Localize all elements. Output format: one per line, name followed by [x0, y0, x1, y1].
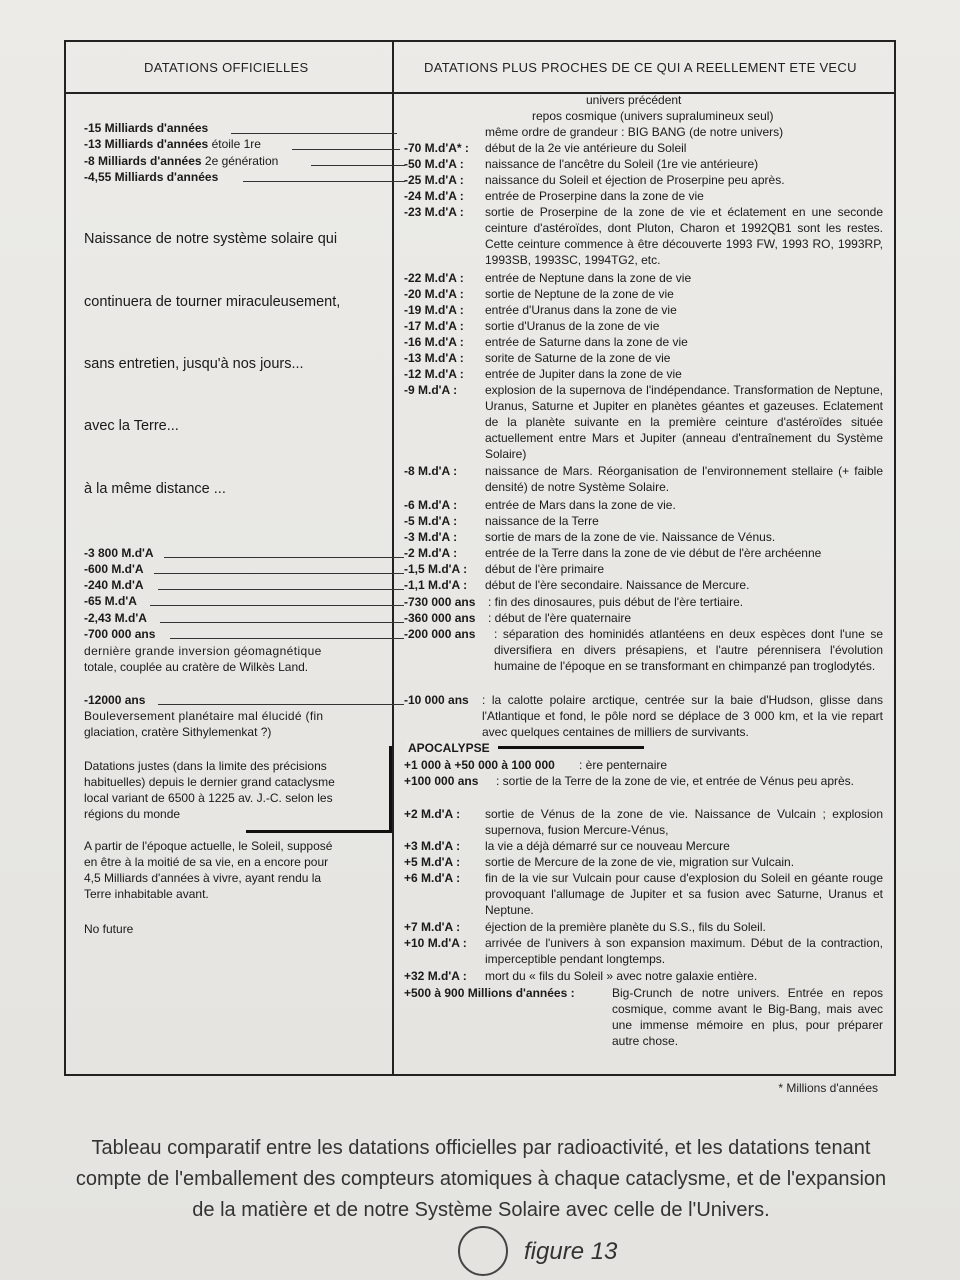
- connector-line: [231, 133, 397, 134]
- no-future-text: No future: [84, 922, 134, 936]
- connector-line: [243, 181, 405, 182]
- cosmic-rest-text: repos cosmique (univers supralumineux seul): [532, 109, 774, 123]
- connector-line: [150, 605, 404, 606]
- connector-line: [154, 573, 404, 574]
- official-date-3800: -3 800 M.d'A: [84, 546, 154, 560]
- official-date-700000: -700 000 ans: [84, 627, 156, 641]
- solar-system-text-1: Naissance de notre système solaire qui: [84, 231, 338, 247]
- connector-line: [158, 589, 404, 590]
- figure-label: figure 13: [524, 1238, 618, 1265]
- official-date-600: -600 M.d'A: [84, 562, 144, 576]
- official-date-2-43: -2,43 M.d'A: [84, 611, 147, 625]
- solar-system-text-2: continuera de tourner miraculeusement,: [84, 294, 341, 310]
- apocalypse-marker-line: [246, 830, 392, 833]
- solar-system-text-3: sans entretien, jusqu'à nos jours...: [84, 356, 304, 372]
- footnote: * Millions d'années: [778, 1081, 878, 1095]
- previous-universe-text: univers précédent: [586, 93, 682, 107]
- accurate-dating-note-1: Datations justes (dans la limite des précisions: [84, 759, 327, 773]
- official-date-15: -15 Milliards d'années: [84, 121, 209, 135]
- official-date-12000: -12000 ans: [84, 693, 146, 707]
- sun-note-4: Terre inhabitable avant.: [84, 887, 209, 901]
- official-date-240: -240 M.d'A: [84, 578, 144, 592]
- solar-system-text-5: à la même distance ...: [84, 481, 226, 497]
- connector-line: [158, 704, 404, 705]
- connector-line: [164, 557, 404, 558]
- connector-line: [292, 149, 400, 150]
- official-date-13: -13 Milliards d'années étoile 1re: [84, 137, 261, 151]
- header-divider: [66, 92, 894, 94]
- page-number-circle: [458, 1226, 508, 1276]
- accurate-dating-note-3: local variant de 6500 à 1225 av. J.-C. selon les: [84, 791, 333, 805]
- upheaval-text-1: Bouleversement planétaire mal élucidé (fin: [84, 709, 324, 723]
- accurate-dating-note-4: régions du monde: [84, 807, 181, 821]
- connector-line: [311, 165, 405, 166]
- sun-note-2: en être à la moitié de sa vie, en a encore pour: [84, 855, 329, 869]
- header-official-datings: DATATIONS OFFICIELLES: [144, 60, 309, 75]
- inversion-text-1: dernière grande inversion géomagnétique: [84, 644, 322, 658]
- connector-line: [170, 638, 404, 639]
- figure-caption: Tableau comparatif entre les datations officielles par radioactivité, et les datations tenant compte de l'emballement des compteurs atomiques à chaque cataclysme, et de l'expansion de la matière et de notre Système Solaire avec celle de l'Univers.: [75, 1137, 887, 1221]
- big-bang-text: même ordre de grandeur : BIG BANG (de notre univers): [485, 125, 784, 139]
- accurate-dating-note-2: habituelles) depuis le dernier grand cataclysme: [84, 775, 335, 789]
- inversion-text-2: totale, couplée au cratère de Wilkès Land.: [84, 660, 309, 674]
- official-date-8: -8 Milliards d'années 2e génération: [84, 154, 279, 168]
- column-divider: [392, 42, 394, 1074]
- apocalypse-marker-line: [498, 746, 644, 749]
- header-real-datings: DATATIONS PLUS PROCHES DE CE QUI A REELLEMENT ETE VECU: [424, 60, 857, 75]
- document-page: DATATIONS OFFICIELLES DATATIONS PLUS PROCHES DE CE QUI A REELLEMENT ETE VECU -15 Milliards d'années -13 Milliards d'années étoile 1re -8 Milliards d'années 2e génération -4,55 Milliards d'années Naissance de notre système solaire qui continuera de tourner miraculeusement, sans entretien, jusqu'à nos jours... avec la Terre... à la même distance ... -3 800 M.d'A -600 M.d'A -240 M.d'A -65 M.d'A -2,43 M.d'A -700 000 ans dernière grande inversion géomagnétique totale, couplée au cratère de Wilkès Land. -12000 ans Bouleversement planétaire mal élucidé (fin glaciation, cratère Sithylemenkat ?) Datations justes (dans la limite des précisions habituelles) depuis le dernier grand cataclysme local variant de 6500 à 1225 av. J.-C. selon les régions du monde A partir de l'époque actuelle, le Soleil, supposé en être à la moitié de sa vie, en a encore pour 4,5 Milliards d'années à vivre, ayant rendu la Terre inhabitable avant. No future univers précédent repos cosmique (univers supralumineux seul) même ordre de grandeur : BIG BANG (de notre univers) -70 M.d'A* : début de la 2e vie antérieure du Soleil -50 M.d'A : naissance de l'ancêtre du Soleil (1re vie antérieure) -25 M.d'A : naissance du Soleil et éjection de Proserpine peu après. -24 M.d'A : entrée de Proserpine dans la zone de vie -23 M.d'A : sortie de Proserpine de la zone de vie et éclatement en une seconde ceinture d'astéroïdes, dont Pluton, Charon et 1992QB1 sont les restes. Cette ceinture commence à être découverte 1993 FW, 1993 RO, 1993RP, 1993SB, 1993SC, 1994TG2, etc. -22 M.d'A : entrée de Neptune dans la zone de vie -20 M.d'A : sortie de Neptune de la zone de vie -19 M.d'A : entrée d'Uranus dans la zone de vie -17 M.d'A : sortie d'Uranus de la zone de vie -16 M.d'A : entrée de Saturne dans la zone de vie -13 M.d'A : sorite de Saturne de la zone de vie -12 M.d'A : entrée de Jupiter dans la zone de vie -9 M.d'A : explosion de la supernova de l'indépendance. Transformation de Neptune, Uranus, Saturne et Jupiter en planètes géantes et gazeuses. Eclatement de la planète suivante en la première ceinture d'astéroïdes située actuellement entre Mars et Jupiter (anneau d'entraînement du Système Solaire) -8 M.d'A : naissance de Mars. Réorganisation de l'environnement stellaire (+ faible densité) de notre Système Solaire. -6 M.d'A : entrée de Mars dans la zone de vie. -5 M.d'A : naissance de la Terre -3 M.d'A : sortie de mars de la zone de vie. Naissance de Vénus. -2 M.d'A : entrée de la Terre dans la zone de vie début de l'ère archéenne -1,5 M.d'A : début de l'ère primaire -1,1 M.d'A : début de l'ère secondaire. Naissance de Mercure. -730 000 ans : fin des dinosaures, puis début de l'ère tertiaire. -360 000 ans : début de l'ère quaternaire -200 000 ans : séparation des hominidés atlantéens en deux espèces dont l'une se diversifiera en divers présapiens, et l'autre pérennisera l'évolution humaine de l'époque en se transformant en chimpanzé pan troglodytés. -10 000 ans : la calotte polaire arctique, centrée sur la baie d'Hudson, glisse dans l'Atlantique et fond, le pôle nord se déplace de 3 000 km, et la vie repart avec quelques centaines de milliers de survivants. APOCALYPSE +1 000 à +50 000 à 100 000 : ère penternaire +100 000 ans : sortie de la Terre de la zone de vie, et entrée de Vénus peu après. +2 M.d'A : sortie de Vénus de la zone de vie. Naissance de Vulcain ; explosion supernova, fusion Mercure-Vénus, +3 M.d'A : la vie a déjà démarré sur ce nouveau Mercure +5 M.d'A : sortie de Mercure de la zone de vie, migration sur Vulcain. +6 M.d'A : fin de la vie sur Vulcain pour cause d'explosion du Soleil en géante rouge provoquant l'allumage de Jupiter et sa fusion avec Saturne, Uranus et Neptune. +7 M.d'A : éjection de la première planète du S.S., fils du Soleil. +10 M.d'A : arrivée de l'univers à son expansion maximum. Début de la contraction, imperceptible pendant longtemps. +32 M.d'A : mort du « fils du Soleil » avec notre galaxie entière. +500 à 900 Millions d'années : Big-Crunch de notre univers. Entrée en repos cosmique, comme avant le Big-Bang, mais avec une immense mémoire en plus, pour préparer autre chose. * Millions d'années Tableau comparatif entre les datations officielles par radioactivité, et les datations tenant compte de l'emballement des compteurs atomiques à chaque cataclysme, et de l'expansion de la matière et de notre Système Solaire avec celle de l'Univers. figure 13: [0, 0, 960, 1280]
- connector-line: [160, 622, 404, 623]
- official-date-4-55: -4,55 Milliards d'années: [84, 170, 219, 184]
- apocalypse-marker-line: [389, 746, 392, 833]
- sun-note-3: 4,5 Milliards d'années à vivre, ayant rendu la: [84, 871, 322, 885]
- apocalypse-label: APOCALYPSE: [408, 741, 490, 755]
- sun-note-1: A partir de l'époque actuelle, le Soleil, supposé: [84, 839, 333, 853]
- official-date-65: -65 M.d'A: [84, 594, 137, 608]
- solar-system-text-4: avec la Terre...: [84, 418, 179, 434]
- upheaval-text-2: glaciation, cratère Sithylemenkat ?): [84, 725, 272, 739]
